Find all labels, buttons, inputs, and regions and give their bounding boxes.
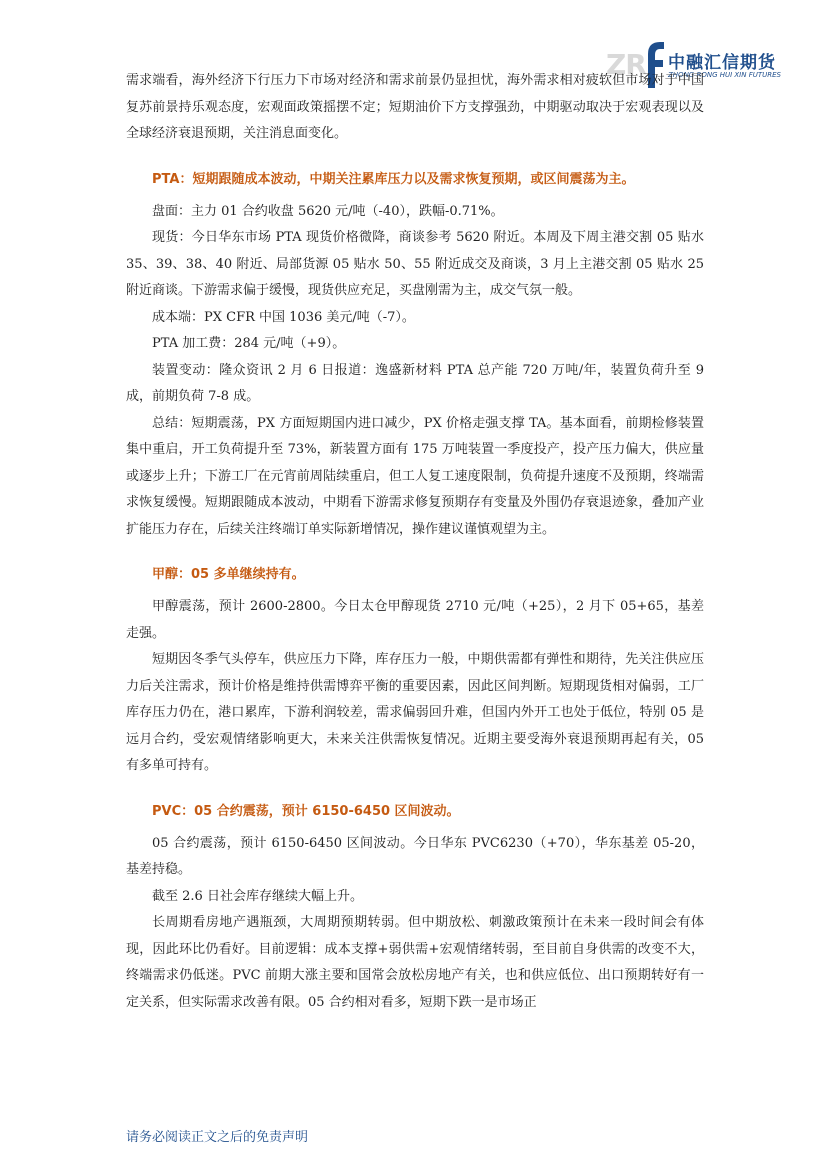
disclaimer-footer: 请务必阅读正文之后的免责声明 — [126, 1130, 309, 1145]
pta-margin-paragraph: PTA 加工费：284 元/吨（+9）。 — [152, 336, 346, 351]
methanol-paragraph-2: 短期因冬季气头停车，供应压力下降，库存压力一般，中期供需都有弹性和期待，先关注供应压力后关注需求，预计价格是维持供需博弈平衡的重要因素，因此区间判断。短期现货相对偏弱，工厂库存压力仍在，港口累库，下游利润较差，需求偏弱回升难，但国内外开工也处于低位，特别 05 是远月合约，受宏观情绪影响更大，未来关注供需恢复情况。近期主要受海外衰退预期再起有关，05 有多单可持有。 — [126, 652, 704, 773]
pta-heading: PTA：短期跟随成本波动，中期关注累库压力以及需求恢复预期，或区间震荡为主。 — [152, 171, 635, 187]
methanol-paragraph-1: 甲醇震荡，预计 2600-2800。今日太仓甲醇现货 2710 元/吨（+25），2 月下 05+65，基差走强。 — [126, 599, 704, 641]
methanol-heading: 甲醇：05 多单继续持有。 — [152, 567, 305, 582]
pvc-paragraph-2: 截至 2.6 日社会库存继续大幅上升。 — [152, 888, 363, 904]
intro-paragraph: 需求端看，海外经济下行压力下市场对经济和需求前景仍显担忧，海外需求相对疲软但市场对于中国复苏前景持乐观态度，宏观面政策摇摆不定；短期油价下方支撑强劲，中期驱动取决于宏观表现以及全球经济衰退预期，关注消息面变化。 — [126, 73, 704, 141]
logo-english-name: ZHONG RONG HUI XIN FUTURES — [668, 71, 781, 79]
report-body — [126, 68, 704, 1016]
pta-spot-paragraph: 现货：今日华东市场 PTA 现货价格微降，商谈参考 5620 附近。本周及下周主港交割 05 贴水 35、39、38、40 附近、局部货源 05 贴水 50、55 附近成交及商谈，3 月上主港交割 05 贴水 25 附近商谈。下游需求偏于缓慢，现货供应充足，买盘刚需为主，成交气氛一般。 — [126, 230, 705, 298]
pvc-paragraph-3: 长周期看房地产遇瓶颈，大周期预期转弱。但中期放松、刺激政策预计在未来一段时间会有体现，因此环比仍看好。目前逻辑：成本支撑+弱供需+宏观情绪转弱，至目前自身供需的改变不大，终端需求仍低迷。PVC 前期大涨主要和国常会放松房地产有关，也和供应低位、出口预期转好有一定关系，但实际需求改善有限。05 合约相对看多，短期下跌一是市场正 — [126, 915, 704, 1010]
pvc-heading: PVC：05 合约震荡，预计 6150-6450 区间波动。 — [152, 803, 460, 819]
pta-plant-paragraph: 装置变动：隆众资讯 2 月 6 日报道：逸盛新材料 PTA 总产能 720 万吨/年，装置负荷升至 9 成，前期负荷 7-8 成。 — [126, 362, 704, 404]
pta-futures-paragraph: 盘面：主力 01 合约收盘 5620 元/吨（-40），跌幅-0.71%。 — [152, 203, 504, 219]
logo-watermark: ZR — [606, 48, 646, 81]
logo-chinese-name: 中融汇信期货 — [668, 53, 776, 73]
pta-cost-paragraph: 成本端：PX CFR 中国 1036 美元/吨（-7）。 — [152, 309, 415, 325]
pvc-paragraph-1: 05 合约震荡，预计 6150-6450 区间波动。今日华东 PVC6230（+70），华东基差 05-20，基差持稳。 — [126, 835, 704, 877]
pta-summary-paragraph: 总结：短期震荡，PX 方面短期国内进口减少，PX 价格走强支撑 TA。基本面看，前期检修装置集中重启，开工负荷提升至 73%，新装置方面有 175 万吨装置一季度投产，投产压力偏大，供应量或逐步上升；下游工厂在元宵前周陆续重启，但工人复工速度限制，负荷提升速度不及预期，终端需求恢复缓慢。短期跟随成本波动，中期看下游需求修复预期存有变量及外围仍存衰退迹象，叠加产业扩能压力存在，后续关注终端订单实际新增情况，操作建议谨慎观望为主。 — [126, 415, 704, 537]
